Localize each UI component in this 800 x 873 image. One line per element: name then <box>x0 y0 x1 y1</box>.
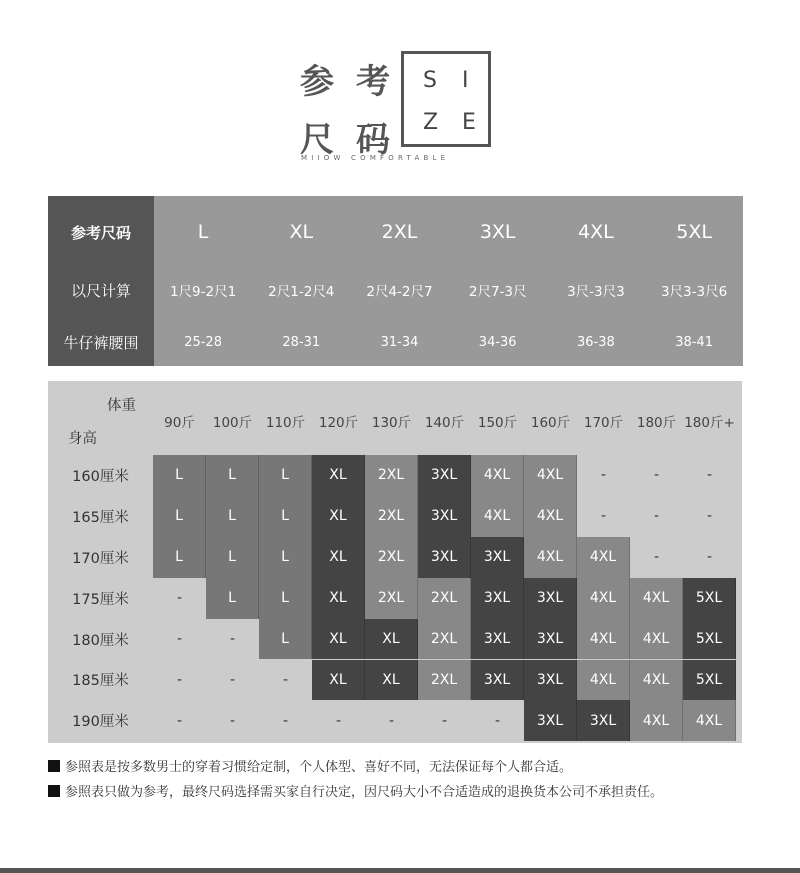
fit-cell: L <box>153 496 206 537</box>
fit-chart-table <box>48 381 742 743</box>
fit-cell: 4XL <box>630 619 683 660</box>
waist-range-cell: 34-36 <box>478 334 517 350</box>
size-letter: S <box>423 68 437 93</box>
fit-cell: XL <box>312 537 365 578</box>
fit-cell: XL <box>312 578 365 619</box>
waist-range-cell: 36-38 <box>577 334 615 350</box>
fit-cell: 4XL <box>471 455 524 496</box>
waist-range-cell: 38-41 <box>675 334 713 350</box>
fit-cell: L <box>153 455 206 496</box>
size-header <box>298 50 508 170</box>
size-cell: 4XL <box>578 221 614 243</box>
fit-cell: - <box>335 712 342 729</box>
title-char: 参 <box>300 62 334 102</box>
weight-column-header: 150斤 <box>477 415 518 431</box>
note-text: 参照表是按多数男士的穿着习惯给定制，个人体型、喜好不同，无法保证每个人都合适。 <box>65 760 573 775</box>
fit-cell: - <box>706 508 713 525</box>
note-item <box>48 781 663 800</box>
fit-cell: XL <box>312 455 365 496</box>
fit-cell: 4XL <box>524 537 577 578</box>
fit-cell: 4XL <box>577 619 630 660</box>
fit-cell: - <box>653 467 660 484</box>
chi-range-cell: 2尺7-3尺 <box>468 284 527 300</box>
fit-cell: 3XL <box>524 578 577 619</box>
size-reference-table <box>48 196 743 366</box>
size-letter: Z <box>423 110 439 135</box>
chi-range-cell: 2尺1-2尺4 <box>268 284 335 300</box>
waist-range-cell: 28-31 <box>282 334 321 350</box>
size-cell: L <box>197 221 209 243</box>
fit-cell: - <box>176 712 183 729</box>
fit-cell: - <box>600 467 607 484</box>
chi-range-cell: 2尺4-2尺7 <box>366 284 433 300</box>
waist-range-cell: 31-34 <box>380 334 419 350</box>
fit-cell: - <box>706 549 713 566</box>
fit-cell: L <box>206 455 259 496</box>
height-row-header: 190厘米 <box>72 714 129 731</box>
size-cell: 5XL <box>676 221 712 243</box>
fit-cell: 2XL <box>365 537 418 578</box>
size-logo-box <box>401 51 491 147</box>
fit-cell: - <box>176 631 183 648</box>
title-char: 尺 <box>300 120 334 160</box>
fit-cell: - <box>176 671 183 688</box>
fit-cell: L <box>153 537 206 578</box>
fit-cell: 3XL <box>577 700 630 741</box>
height-axis-label: 身高 <box>68 431 97 447</box>
fit-cell: 2XL <box>418 619 471 660</box>
note-item <box>48 756 572 775</box>
fit-cell: 3XL <box>471 578 524 619</box>
weight-column-header: 180斤+ <box>684 415 735 431</box>
size-letter: I <box>462 68 469 93</box>
fit-cell: - <box>282 712 289 729</box>
fit-cell: 3XL <box>471 619 524 660</box>
fit-cell: XL <box>312 496 365 537</box>
fit-cell: - <box>388 712 395 729</box>
fit-cell: L <box>259 537 312 578</box>
fit-cell: L <box>259 496 312 537</box>
bullet-square-icon <box>48 785 60 797</box>
waist-range-cell: 25-28 <box>184 334 222 350</box>
fit-cell: 4XL <box>630 660 683 701</box>
fit-cell: L <box>206 496 259 537</box>
fit-cell: - <box>229 631 236 648</box>
height-row-header: 170厘米 <box>72 550 129 567</box>
chi-range-cell: 1尺9-2尺1 <box>169 284 237 300</box>
tagline: MIIOW COMFORTABLE <box>301 154 450 162</box>
fit-cell: 4XL <box>471 496 524 537</box>
weight-column-header: 140斤 <box>424 415 465 431</box>
fit-cell: 3XL <box>471 537 524 578</box>
fit-cell: 3XL <box>524 619 577 660</box>
fit-cell: 2XL <box>365 496 418 537</box>
fit-cell: - <box>653 549 660 566</box>
weight-column-header: 110斤 <box>265 415 306 431</box>
fit-cell: 5XL <box>683 578 736 619</box>
fit-cell: 4XL <box>577 537 630 578</box>
size-cell: 2XL <box>381 221 418 243</box>
weight-column-header: 160斤 <box>530 415 571 431</box>
note-text: 参照表只做为参考，最终尺码选择需买家自行决定，因尺码大小不合适造成的退换货本公司不承担责任。 <box>65 785 664 800</box>
fit-cell: L <box>259 455 312 496</box>
chi-range-cell: 3尺3-3尺6 <box>660 284 728 300</box>
chi-range-cell: 3尺-3尺3 <box>567 284 625 300</box>
fit-cell: 2XL <box>418 578 471 619</box>
height-row-header: 185厘米 <box>72 673 129 690</box>
fit-cell: 4XL <box>524 496 577 537</box>
weight-column-header: 120斤 <box>318 415 359 431</box>
weight-column-header: 130斤 <box>371 415 412 431</box>
fit-cell: 3XL <box>418 455 471 496</box>
fit-cell: L <box>259 619 312 660</box>
height-row-header: 175厘米 <box>72 591 129 608</box>
fit-cell: 5XL <box>683 660 736 701</box>
fit-cell: - <box>653 508 660 525</box>
waist-label-cell: 牛仔裤腰围 <box>63 333 139 352</box>
fit-cell: - <box>282 671 289 688</box>
height-row-header: 165厘米 <box>72 509 129 526</box>
fit-cell: 4XL <box>630 578 683 619</box>
fit-cell: XL <box>312 660 365 701</box>
size-letter: E <box>462 110 476 135</box>
height-row-header: 180厘米 <box>72 632 129 649</box>
title-char: 考 <box>356 62 390 102</box>
size-label-cell: 参考尺码 <box>70 223 131 242</box>
fit-cell: 2XL <box>365 578 418 619</box>
chi-label-cell: 以尺计算 <box>70 281 131 300</box>
fit-cell: - <box>600 508 607 525</box>
size-cell: 3XL <box>479 221 516 243</box>
fit-cell: - <box>494 712 501 729</box>
fit-cell: XL <box>312 619 365 660</box>
fit-cell: 3XL <box>418 496 471 537</box>
fit-cell: - <box>706 467 713 484</box>
title-char: 码 <box>356 120 390 160</box>
fit-cell: 4XL <box>630 700 683 741</box>
fit-cell: L <box>259 578 312 619</box>
weight-column-header: 90斤 <box>164 415 195 431</box>
fit-cell: 2XL <box>418 660 471 701</box>
fit-cell: L <box>206 578 259 619</box>
weight-column-header: 180斤 <box>636 415 677 431</box>
fit-cell: 4XL <box>683 700 736 741</box>
fit-cell: 4XL <box>577 660 630 701</box>
fit-cell: 3XL <box>471 660 524 701</box>
fit-cell: 3XL <box>418 537 471 578</box>
weight-axis-label: 体重 <box>107 398 136 414</box>
fit-cell: 2XL <box>365 455 418 496</box>
fit-cell: 3XL <box>524 700 577 741</box>
fit-cell: L <box>206 537 259 578</box>
fit-cell: - <box>229 712 236 729</box>
fit-cell: - <box>229 671 236 688</box>
bottom-divider <box>0 868 800 873</box>
fit-cell: 3XL <box>524 660 577 701</box>
bullet-square-icon <box>48 760 60 772</box>
fit-cell: 4XL <box>577 578 630 619</box>
weight-column-header: 170斤 <box>583 415 624 431</box>
size-cell: XL <box>289 221 314 243</box>
fit-cell: 4XL <box>524 455 577 496</box>
weight-column-header: 100斤 <box>212 415 253 431</box>
fit-cell: 5XL <box>683 619 736 660</box>
fit-cell: - <box>441 712 448 729</box>
fit-cell: - <box>176 590 183 607</box>
height-row-header: 160厘米 <box>72 468 129 485</box>
fit-cell: XL <box>365 660 418 701</box>
fit-cell: XL <box>365 619 418 660</box>
